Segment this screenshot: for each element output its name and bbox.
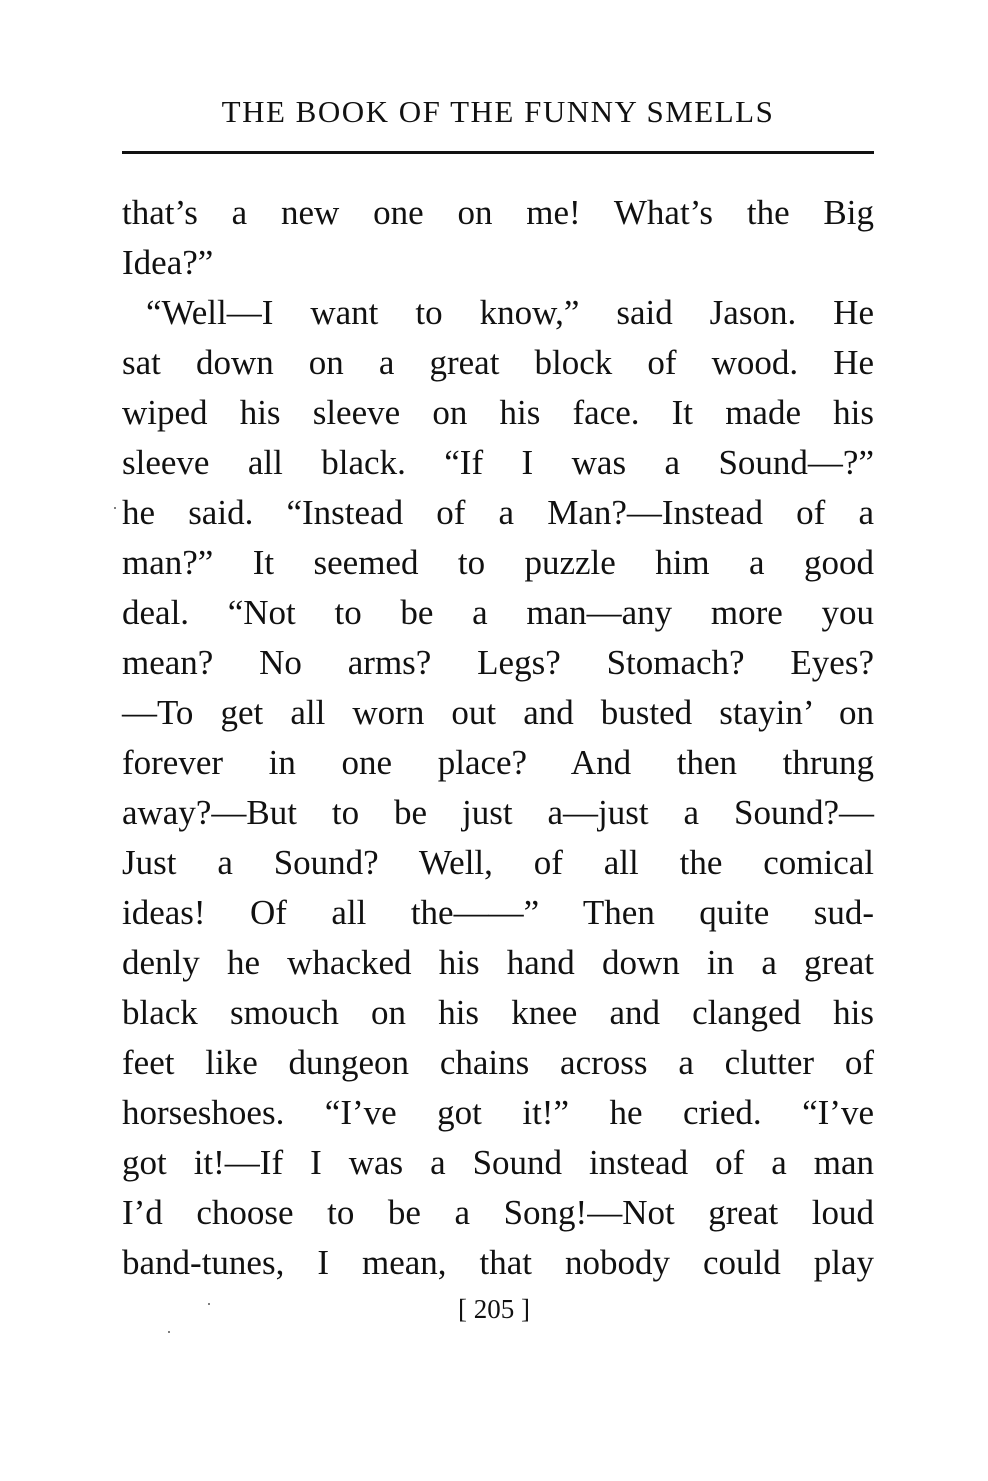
- text-line: wiped his sleeve on his face. It made his: [122, 393, 874, 432]
- text-line: forever in one place? And then thrung: [122, 743, 874, 782]
- text-line: sat down on a great block of wood. He: [122, 343, 874, 382]
- text-line: deal. “Not to be a man—any more you: [122, 593, 874, 632]
- text-line: horseshoes. “I’ve got it!” he cried. “I’ve: [122, 1093, 874, 1132]
- header-rule: [122, 151, 874, 154]
- text-line: —To get all worn out and busted stayin’ on: [122, 693, 874, 732]
- text-line: he said. “Instead of a Man?—Instead of a: [122, 493, 874, 532]
- text-line: I’d choose to be a Song!—Not great loud: [122, 1193, 874, 1232]
- text-line: that’s a new one on me! What’s the Big: [122, 193, 874, 232]
- text-line: away?—But to be just a—just a Sound?—: [122, 793, 874, 832]
- text-line: feet like dungeon chains across a clutter of: [122, 1043, 874, 1082]
- text-line: got it!—If I was a Sound instead of a man: [122, 1143, 874, 1182]
- text-line: black smouch on his knee and clanged his: [122, 993, 874, 1032]
- text-line: Just a Sound? Well, of all the comical: [122, 843, 874, 882]
- text-line: sleeve all black. “If I was a Sound—?”: [122, 443, 874, 482]
- print-speck: [208, 1303, 210, 1305]
- text-line: man?” It seemed to puzzle him a good: [122, 543, 874, 582]
- text-line: band-tunes, I mean, that nobody could play: [122, 1243, 874, 1282]
- running-head: THE BOOK OF THE FUNNY SMELLS: [221, 94, 775, 129]
- print-speck: [168, 1331, 170, 1333]
- text-line: ideas! Of all the——” Then quite sud-: [122, 893, 874, 932]
- text-line: denly he whacked his hand down in a great: [122, 943, 874, 982]
- body-text: [122, 188, 874, 1288]
- text-line: Idea?”: [122, 243, 214, 282]
- page-number: [ 205 ]: [458, 1294, 530, 1324]
- text-line: mean? No arms? Legs? Stomach? Eyes?: [122, 643, 874, 682]
- print-speck: [114, 507, 116, 509]
- text-line: “Well—I want to know,” said Jason. He: [146, 293, 874, 332]
